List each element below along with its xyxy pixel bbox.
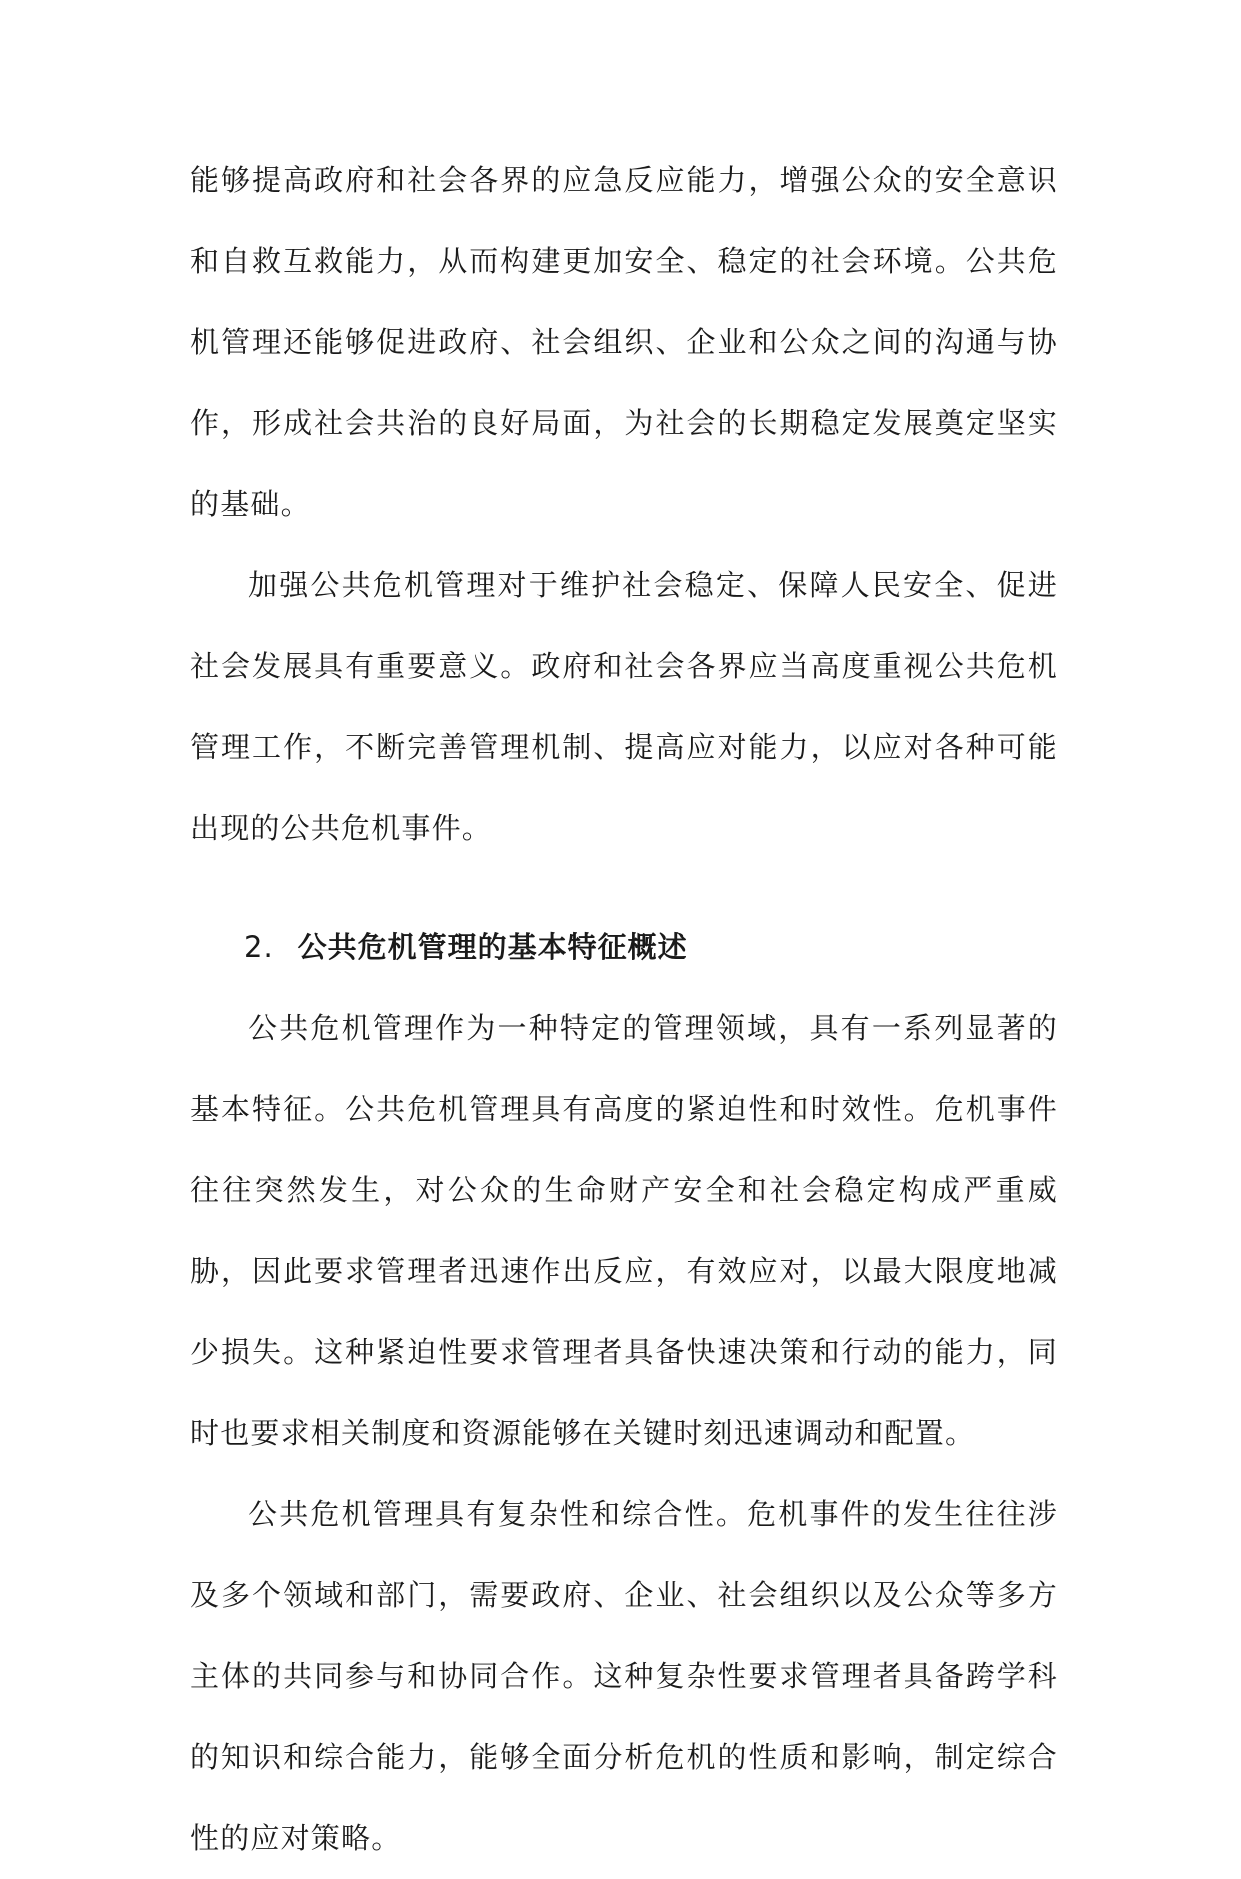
paragraph-urgency: 公共危机管理作为一种特定的管理领域，具有一系列显著的基本特征。公共危机管理具有高度的紧迫性和时效性。危机事件往往突然发生，对公众的生命财产安全和社会稳定构成严重威胁，因此要求管理者迅速作出反应，有效应对，以最大限度地减少损失。这种紧迫性要求管理者具备快速决策和行动的能力，同时也要求相关制度和资源能够在关键时刻迅速调动和配置。 — [190, 1011, 1058, 1450]
section-heading — [190, 907, 1058, 988]
paragraph-continued: 能够提高政府和社会各界的应急反应能力，增强公众的安全意识和自救互救能力，从而构建更加安全、稳定的社会环境。公共危机管理还能够促进政府、社会组织、企业和公众之间的沟通与协作，形成社会共治的良好局面，为社会的长期稳定发展奠定坚实的基础。 — [190, 163, 1058, 521]
paragraph-complexity: 公共危机管理具有复杂性和综合性。危机事件的发生往往涉及多个领域和部门，需要政府、企业、社会组织以及公众等多方主体的共同参与和协同合作。这种复杂性要求管理者具备跨学科的知识和综合能力，能够全面分析危机的性质和影响，制定综合性的应对策略。 — [190, 1497, 1058, 1855]
section-title: 公共危机管理的基本特征概述 — [297, 930, 688, 964]
document-body — [190, 140, 1058, 1879]
section-number: 2. — [244, 930, 274, 964]
paragraph-significance: 加强公共危机管理对于维护社会稳定、保障人民安全、促进社会发展具有重要意义。政府和社会各界应当高度重视公共危机管理工作，不断完善管理机制、提高应对能力，以应对各种可能出现的公共危机事件。 — [190, 568, 1058, 845]
